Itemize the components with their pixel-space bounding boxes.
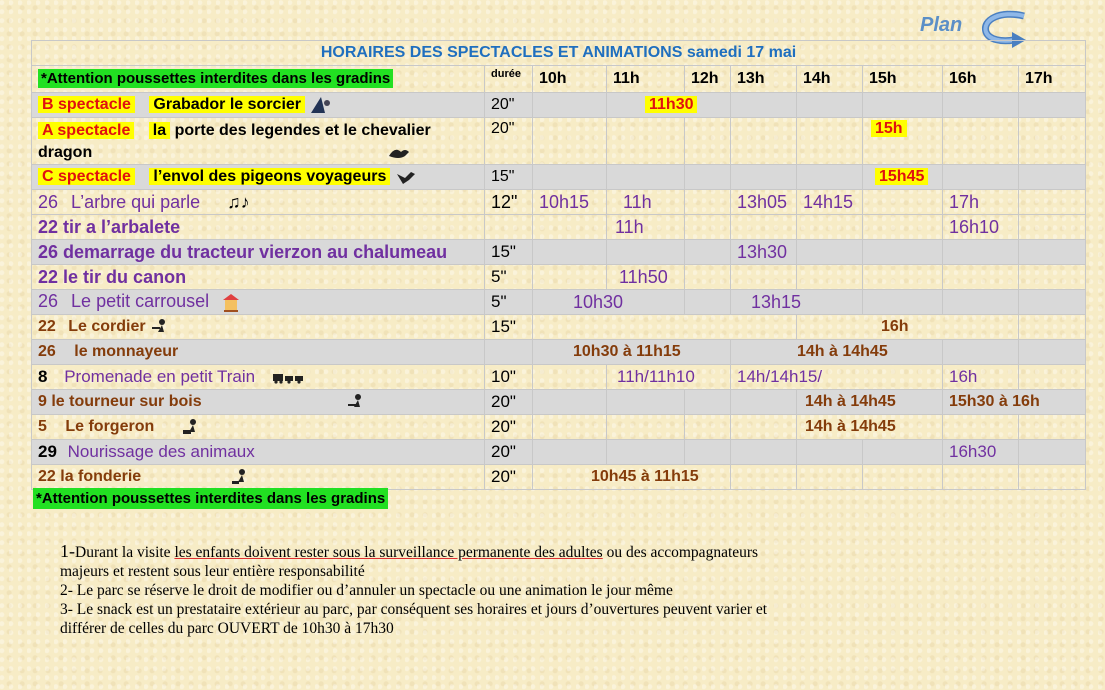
location-number: 26 (38, 191, 59, 212)
location-number: 5 (38, 418, 47, 436)
duree-header: durée (485, 66, 533, 93)
location-number: 8 (38, 367, 48, 386)
location-number: 22 (38, 468, 56, 486)
time-cell: 15h45 (875, 168, 928, 185)
table-row (32, 190, 1086, 215)
time-cell: 10h15 (533, 190, 607, 215)
duration-cell: 20" (485, 118, 533, 165)
dragon-icon (387, 144, 411, 162)
time-cell: 16h10 (943, 215, 1019, 240)
time-cell: 10h45 à 11h15 (533, 465, 731, 490)
duration-cell: 15" (485, 165, 533, 190)
location-number: 26 (38, 241, 59, 262)
location-number: 22 (38, 318, 56, 336)
time-cell: 15h (871, 120, 907, 137)
warning-label: *Attention poussettes interdites dans les gradins (38, 69, 393, 88)
show-name: Promenade en petit Train (64, 367, 256, 386)
table-row (32, 465, 1086, 490)
hour-header: 17h (1019, 66, 1086, 93)
notes (60, 542, 767, 638)
time-cell: 11h (607, 215, 685, 240)
warning-label: *Attention poussettes interdites dans les gradins (33, 488, 388, 509)
show-name: la fonderie (60, 468, 142, 486)
time-cell: 10h30 à 11h15 (533, 340, 731, 365)
time-cell: 16h30 (943, 440, 1019, 465)
duration-cell: 12" (485, 190, 533, 215)
time-cell: 17h (943, 190, 1019, 215)
time-cell: 11h/11h10 (607, 365, 731, 390)
table-row (32, 390, 1086, 415)
time-cell: 15h30 à 16h (943, 390, 1086, 415)
time-cell: 14h à 14h45 (797, 390, 943, 415)
show-name: Le cordier (68, 318, 146, 336)
duration-cell: 10" (485, 365, 533, 390)
train-icon (272, 372, 306, 384)
duration-cell (485, 215, 533, 240)
show-name: le monnayeur (74, 343, 179, 360)
table-row (32, 440, 1086, 465)
bottom-warning (33, 490, 388, 508)
show-name: Nourissage des animaux (67, 442, 255, 461)
note-1: 1-Durant la visite les enfants doivent rester sous la surveillance permanente des adultes ou des accompagnateurs (60, 541, 759, 561)
show-name: Grabador le sorcier (149, 96, 305, 113)
show-name: Le forgeron (65, 418, 155, 436)
hour-header: 15h (863, 66, 943, 93)
show-name: Le petit carrousel (71, 291, 210, 312)
location-number: 22 (38, 266, 59, 287)
page-title: HORAIRES DES SPECTACLES ET ANIMATIONS samedi 17 mai (32, 41, 1086, 66)
show-tag: A spectacle (38, 122, 134, 139)
time-cell: 13h30 (731, 240, 797, 265)
table-row (32, 340, 1086, 365)
blacksmith-icon (181, 418, 201, 436)
note-3-line2: différer de celles du parc OUVERT de 10h30 à 17h30 (60, 620, 394, 637)
duration-cell: 15" (485, 240, 533, 265)
duration-cell: 20" (485, 390, 533, 415)
duration-cell: 20" (485, 93, 533, 118)
header-row (32, 66, 1086, 93)
show-name: tir a l’arbalete (63, 216, 181, 237)
hour-header: 14h (797, 66, 863, 93)
plan-link[interactable]: Plan (920, 14, 963, 36)
table-row (32, 165, 1086, 190)
show-name-highlight: la (149, 122, 170, 139)
note-1-line2: majeurs et restent sous leur entière responsabilité (60, 563, 365, 580)
time-cell: 13h15 (731, 290, 863, 315)
table-row (32, 315, 1086, 340)
duration-cell: 20" (485, 465, 533, 490)
location-number: 22 (38, 216, 59, 237)
table-row (32, 365, 1086, 390)
duration-cell: 15" (485, 315, 533, 340)
show-name: le tir du canon (63, 266, 187, 287)
foundry-worker-icon (230, 468, 250, 486)
pigeon-icon (395, 168, 417, 186)
duration-cell: 20" (485, 440, 533, 465)
duration-cell (485, 340, 533, 365)
time-cell: 16h (797, 315, 1019, 340)
location-number: 9 (38, 393, 47, 411)
show-name: porte des legendes et le chevalier (170, 122, 431, 139)
table-row (32, 118, 1086, 165)
time-cell: 11h (607, 190, 685, 215)
time-cell: 16h (943, 365, 1019, 390)
show-tag: C spectacle (38, 168, 135, 185)
hour-header: 11h (607, 66, 685, 93)
table-row (32, 415, 1086, 440)
time-cell: 14h/14h15/ (731, 365, 943, 390)
note-2: 2- Le parc se réserve le droit de modifier ou d’annuler un spectacle ou une animation le jour même (60, 582, 673, 599)
table-row (32, 290, 1086, 315)
carousel-icon (222, 293, 240, 313)
schedule-table (31, 40, 1086, 490)
show-name-line2: dragon (38, 144, 93, 161)
note-3: 3- Le snack est un prestataire extérieur au parc, par conséquent ses horaires et jours d’ouvertures peuvent varier et (60, 601, 768, 618)
witch-icon (309, 95, 333, 115)
location-number: 26 (38, 291, 59, 312)
show-name: l’envol des pigeons voyageurs (149, 168, 390, 185)
duration-cell: 20" (485, 415, 533, 440)
music-icon: ♫♪ (227, 191, 250, 212)
location-number: 29 (38, 442, 57, 461)
show-name: L’arbre qui parle (71, 191, 201, 212)
time-cell: 14h15 (797, 190, 863, 215)
time-cell: 10h30 (533, 290, 685, 315)
hour-header: 10h (533, 66, 607, 93)
time-cell: 14h à 14h45 (797, 415, 943, 440)
table-row (32, 215, 1086, 240)
time-cell: 14h à 14h45 (731, 340, 943, 365)
table-row (32, 240, 1086, 265)
table-row (32, 265, 1086, 290)
hour-header: 12h (685, 66, 731, 93)
craftsman-icon (150, 318, 170, 336)
hour-header: 13h (731, 66, 797, 93)
show-tag: B spectacle (38, 96, 135, 113)
time-cell: 11h30 (645, 96, 697, 113)
location-number: 26 (38, 343, 56, 360)
hour-header: 16h (943, 66, 1019, 93)
craftsman-icon (346, 393, 366, 411)
table-row (32, 93, 1086, 118)
show-name: le tourneur sur bois (51, 393, 202, 411)
time-cell: 13h05 (731, 190, 797, 215)
show-name: demarrage du tracteur vierzon au chalumeau (63, 241, 448, 262)
duration-cell: 5" (485, 265, 533, 290)
time-cell: 11h50 (607, 265, 685, 290)
duration-cell: 5" (485, 290, 533, 315)
